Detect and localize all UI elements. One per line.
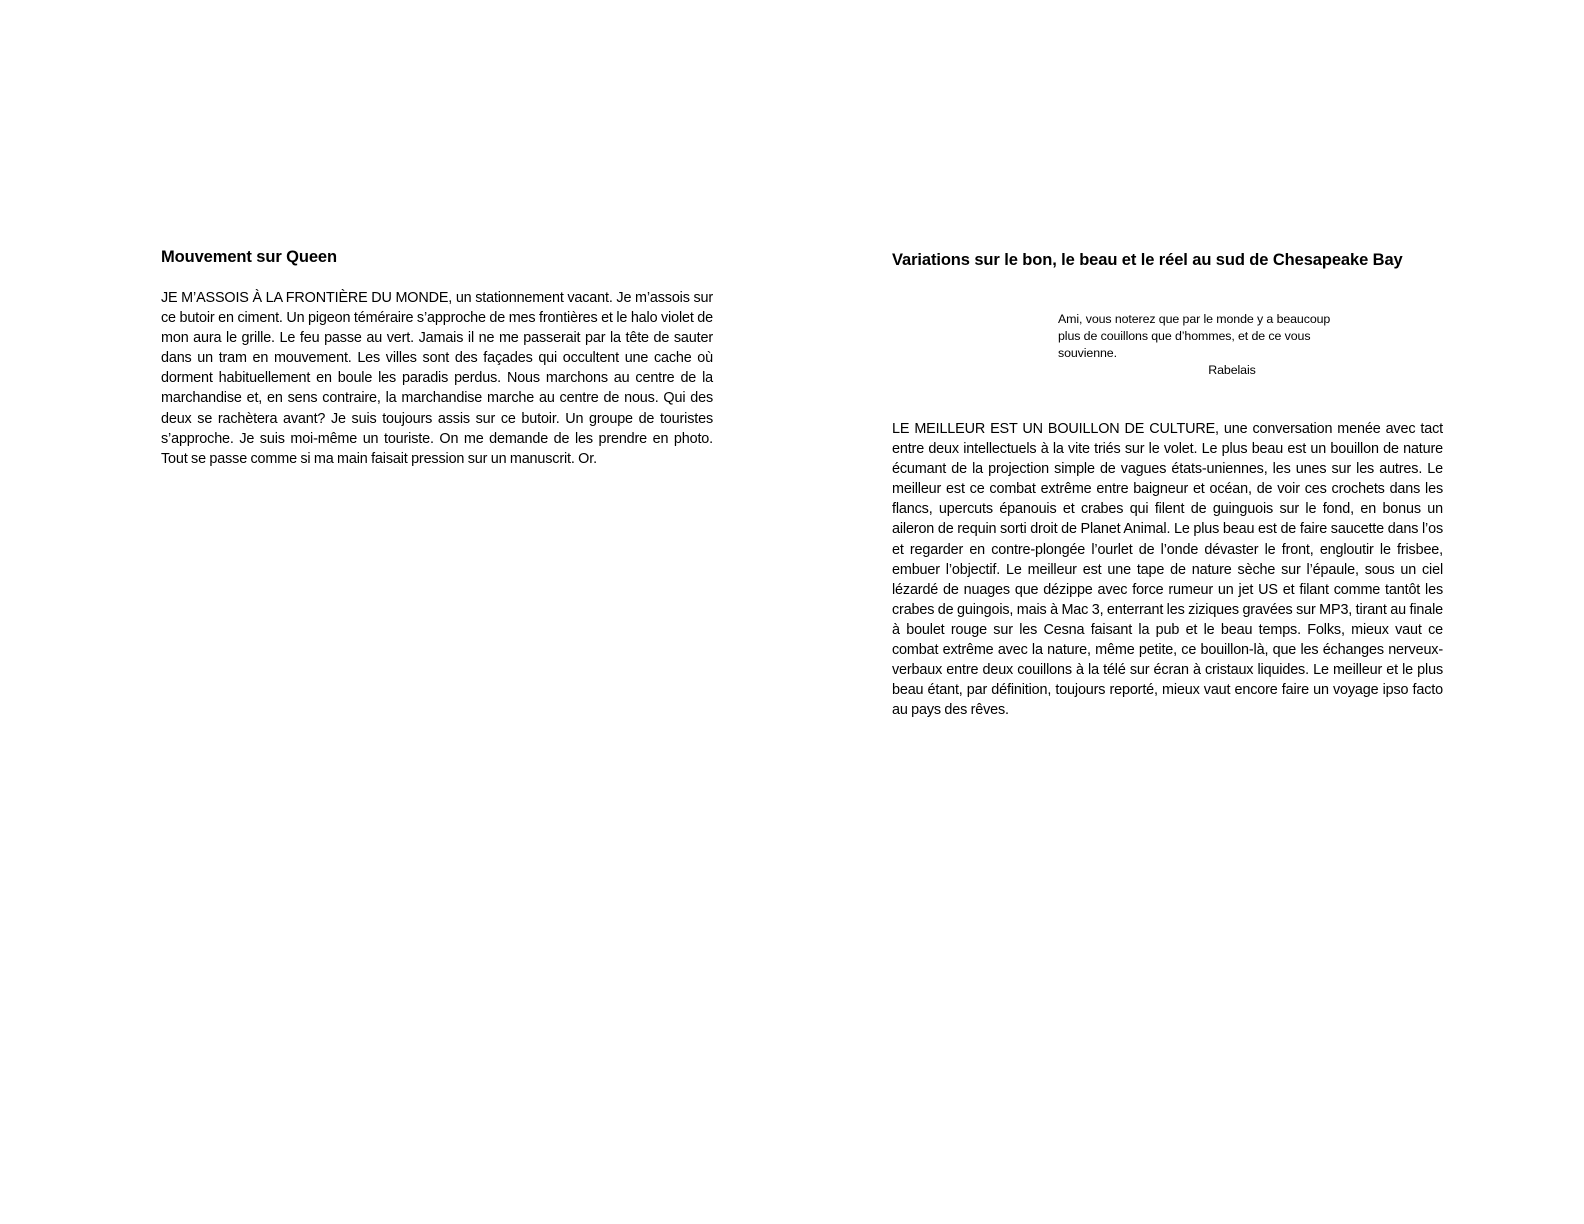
left-page-body: JE M’ASSOIS À LA FRONTIÈRE DU MONDE, un stationnement vacant. Je m’assois sur ce butoir en ciment. Un pigeon téméraire s’approche de mes frontières et le halo violet de mon aura le grille. Le feu passe au vert. Jamais il ne me passerait par la tête de sauter dans un tram en mouvement. Les villes sont des façades qui occultent une cache où dorment habituellement en boule les paradis perdus. Nous marchons au centre de la marchandise et, en sens contraire, la marchandise marche au centre de nous. Qui des deux se rachètera avant? Je suis toujours assis sur ce butoir. Un groupe de touristes s’approche. Je suis moi-même un touriste. On me demande de les prendre en photo. Tout se passe comme si ma main faisait pression sur un manuscrit. Or. [161,290,713,467]
right-page-body: LE MEILLEUR EST UN BOUILLON DE CULTURE, une conversation menée avec tact entre deux intellectuels à la vite triés sur le volet. Le plus beau est un bouillon de nature écumant de la projection simple de vagues états-uniennes, les unes sur les autres. Le meilleur est ce combat extrême entre baigneur et océan, de voir ces crochets dans les flancs, upercuts épanouis et crabes qui filent de guinguois sur le fond, en bonus un aileron de requin sorti droit de Planet Animal. Le plus beau est de faire saucette dans l’os et regarder en contre-plongée l’ourlet de l’onde dévaster le front, engloutir le frisbee, embuer l’objectif. Le meilleur est une tape de nature sèche sur l’épaule, sous un ciel lézardé de nuages que dézippe avec force rumeur un jet US et filant comme tantôt les crabes de guingois, mais à Mac 3, enterrant les ziziques gravées sur MP3, tirant au finale à boulet rouge sur les Cesna faisant la pub et le beau temps. Folks, mieux vaut ce combat extrême avec la nature, même petite, ce bouillon-là, que les échanges nerveux-verbaux entre deux couillons à la télé sur écran à cristaux liquides. Le meilleur et le plus beau étant, par définition, toujours reporté, mieux vaut encore faire un voyage ipso facto au pays des rêves. [892,421,1443,719]
left-page [161,246,713,469]
epigraph-author: Rabelais [1208,363,1256,377]
left-page-title: Mouvement sur Queen [161,248,337,266]
epigraph [1058,311,1336,379]
epigraph-text: Ami, vous noterez que par le monde y a beaucoup plus de couillons que d’hommes, et de ce vous souvienne. [1058,312,1331,360]
right-page [892,249,1443,720]
right-page-title: Variations sur le bon, le beau et le réel au sud de Chesapeake Bay [892,251,1403,269]
